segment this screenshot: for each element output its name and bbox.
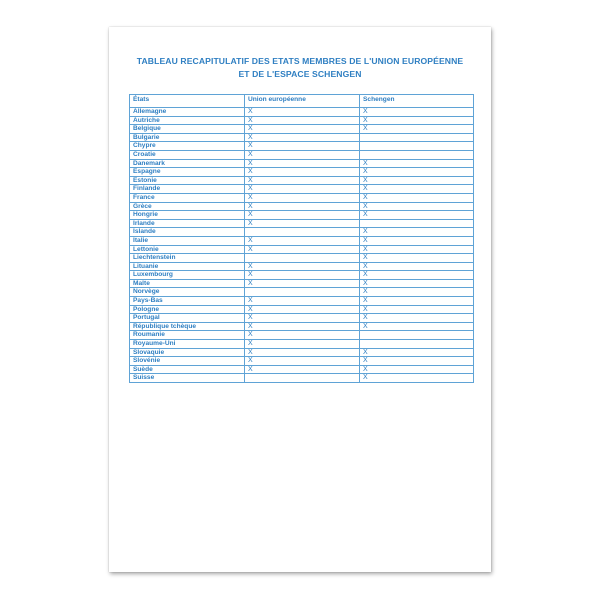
state-cell: Luxembourg bbox=[130, 271, 245, 280]
table-row bbox=[130, 236, 474, 245]
schengen-cell: X bbox=[360, 297, 474, 306]
state-cell: Irlande bbox=[130, 219, 245, 228]
schengen-cell: X bbox=[360, 314, 474, 323]
schengen-cell bbox=[360, 133, 474, 142]
schengen-cell: X bbox=[360, 348, 474, 357]
state-cell: Slovénie bbox=[130, 357, 245, 366]
state-cell: Suisse bbox=[130, 374, 245, 383]
state-cell: Danemark bbox=[130, 159, 245, 168]
eu-cell: X bbox=[245, 202, 360, 211]
eu-cell: X bbox=[245, 211, 360, 220]
table-row bbox=[130, 116, 474, 125]
schengen-cell: X bbox=[360, 262, 474, 271]
schengen-cell: X bbox=[360, 374, 474, 383]
state-cell: Chypre bbox=[130, 142, 245, 151]
state-cell: Slovaquie bbox=[130, 348, 245, 357]
eu-cell: X bbox=[245, 297, 360, 306]
table-row bbox=[130, 305, 474, 314]
eu-cell: X bbox=[245, 236, 360, 245]
schengen-cell bbox=[360, 219, 474, 228]
table-row bbox=[130, 374, 474, 383]
state-cell: Finlande bbox=[130, 185, 245, 194]
title-line-1: TABLEAU RECAPITULATIF DES ETATS MEMBRES DE L'UNION EUROPÉENNE bbox=[136, 56, 464, 66]
eu-cell bbox=[245, 374, 360, 383]
table-row bbox=[130, 331, 474, 340]
state-cell: Espagne bbox=[130, 168, 245, 177]
schengen-cell: X bbox=[360, 305, 474, 314]
eu-cell: X bbox=[245, 133, 360, 142]
table-row bbox=[130, 288, 474, 297]
schengen-cell bbox=[360, 150, 474, 159]
eu-cell: X bbox=[245, 219, 360, 228]
state-cell: Bulgarie bbox=[130, 133, 245, 142]
schengen-cell: X bbox=[360, 159, 474, 168]
table-row bbox=[130, 125, 474, 134]
eu-cell: X bbox=[245, 125, 360, 134]
table-row bbox=[130, 340, 474, 349]
eu-cell: X bbox=[245, 193, 360, 202]
table-row bbox=[130, 228, 474, 237]
eu-cell: X bbox=[245, 314, 360, 323]
state-cell: Estonie bbox=[130, 176, 245, 185]
eu-cell: X bbox=[245, 322, 360, 331]
schengen-cell: X bbox=[360, 288, 474, 297]
schengen-cell: X bbox=[360, 176, 474, 185]
eu-cell: X bbox=[245, 159, 360, 168]
eu-cell: X bbox=[245, 176, 360, 185]
schengen-cell: X bbox=[360, 254, 474, 263]
table-row bbox=[130, 271, 474, 280]
state-cell: Pays-Bas bbox=[130, 297, 245, 306]
eu-cell bbox=[245, 254, 360, 263]
table-row bbox=[130, 279, 474, 288]
table-row bbox=[130, 322, 474, 331]
table-row bbox=[130, 357, 474, 366]
header-eu: Union européenne bbox=[245, 95, 360, 108]
table-body bbox=[130, 108, 474, 383]
schengen-cell: X bbox=[360, 322, 474, 331]
header-states: États bbox=[130, 95, 245, 108]
table-row bbox=[130, 133, 474, 142]
document-title bbox=[109, 55, 491, 81]
schengen-cell: X bbox=[360, 202, 474, 211]
state-cell: Lituanie bbox=[130, 262, 245, 271]
table-header-row bbox=[130, 95, 474, 108]
schengen-cell: X bbox=[360, 228, 474, 237]
table-row bbox=[130, 150, 474, 159]
schengen-cell: X bbox=[360, 271, 474, 280]
eu-cell: X bbox=[245, 331, 360, 340]
schengen-cell: X bbox=[360, 193, 474, 202]
table-row bbox=[130, 254, 474, 263]
table-row bbox=[130, 202, 474, 211]
eu-cell bbox=[245, 288, 360, 297]
schengen-cell: X bbox=[360, 279, 474, 288]
state-cell: Hongrie bbox=[130, 211, 245, 220]
schengen-cell: X bbox=[360, 245, 474, 254]
state-cell: Portugal bbox=[130, 314, 245, 323]
eu-cell: X bbox=[245, 185, 360, 194]
eu-cell bbox=[245, 228, 360, 237]
state-cell: Malte bbox=[130, 279, 245, 288]
state-cell: Croatie bbox=[130, 150, 245, 159]
eu-cell: X bbox=[245, 108, 360, 117]
state-cell: Grèce bbox=[130, 202, 245, 211]
schengen-cell bbox=[360, 331, 474, 340]
table-row bbox=[130, 108, 474, 117]
eu-cell: X bbox=[245, 279, 360, 288]
table-row bbox=[130, 168, 474, 177]
eu-cell: X bbox=[245, 305, 360, 314]
table-row bbox=[130, 297, 474, 306]
schengen-cell: X bbox=[360, 168, 474, 177]
eu-cell: X bbox=[245, 271, 360, 280]
schengen-cell: X bbox=[360, 365, 474, 374]
state-cell: Norvège bbox=[130, 288, 245, 297]
state-cell: Pologne bbox=[130, 305, 245, 314]
state-cell: République tchèque bbox=[130, 322, 245, 331]
table-row bbox=[130, 176, 474, 185]
eu-cell: X bbox=[245, 357, 360, 366]
table-row bbox=[130, 185, 474, 194]
document-sheet bbox=[109, 27, 491, 572]
table-row bbox=[130, 365, 474, 374]
table-row bbox=[130, 348, 474, 357]
eu-cell: X bbox=[245, 262, 360, 271]
table-row bbox=[130, 245, 474, 254]
table-row bbox=[130, 193, 474, 202]
schengen-cell bbox=[360, 340, 474, 349]
state-cell: France bbox=[130, 193, 245, 202]
eu-cell: X bbox=[245, 142, 360, 151]
schengen-cell: X bbox=[360, 116, 474, 125]
state-cell: Suède bbox=[130, 365, 245, 374]
table-row bbox=[130, 314, 474, 323]
schengen-cell: X bbox=[360, 211, 474, 220]
schengen-cell bbox=[360, 142, 474, 151]
schengen-cell: X bbox=[360, 108, 474, 117]
state-cell: Belgique bbox=[130, 125, 245, 134]
eu-cell: X bbox=[245, 168, 360, 177]
state-cell: Allemagne bbox=[130, 108, 245, 117]
schengen-cell: X bbox=[360, 125, 474, 134]
schengen-cell: X bbox=[360, 236, 474, 245]
state-cell: Autriche bbox=[130, 116, 245, 125]
table-row bbox=[130, 211, 474, 220]
state-cell: Islande bbox=[130, 228, 245, 237]
title-line-2: ET DE L'ESPACE SCHENGEN bbox=[238, 69, 362, 79]
table-row bbox=[130, 219, 474, 228]
state-cell: Lettonie bbox=[130, 245, 245, 254]
schengen-cell: X bbox=[360, 357, 474, 366]
state-cell: Royaume-Uni bbox=[130, 340, 245, 349]
eu-cell: X bbox=[245, 365, 360, 374]
eu-cell: X bbox=[245, 340, 360, 349]
summary-table bbox=[129, 94, 474, 383]
eu-cell: X bbox=[245, 245, 360, 254]
table-row bbox=[130, 262, 474, 271]
header-schengen: Schengen bbox=[360, 95, 474, 108]
table-row bbox=[130, 142, 474, 151]
table-row bbox=[130, 159, 474, 168]
schengen-cell: X bbox=[360, 185, 474, 194]
state-cell: Liechtenstein bbox=[130, 254, 245, 263]
eu-cell: X bbox=[245, 150, 360, 159]
state-cell: Roumanie bbox=[130, 331, 245, 340]
eu-cell: X bbox=[245, 116, 360, 125]
state-cell: Italie bbox=[130, 236, 245, 245]
eu-cell: X bbox=[245, 348, 360, 357]
